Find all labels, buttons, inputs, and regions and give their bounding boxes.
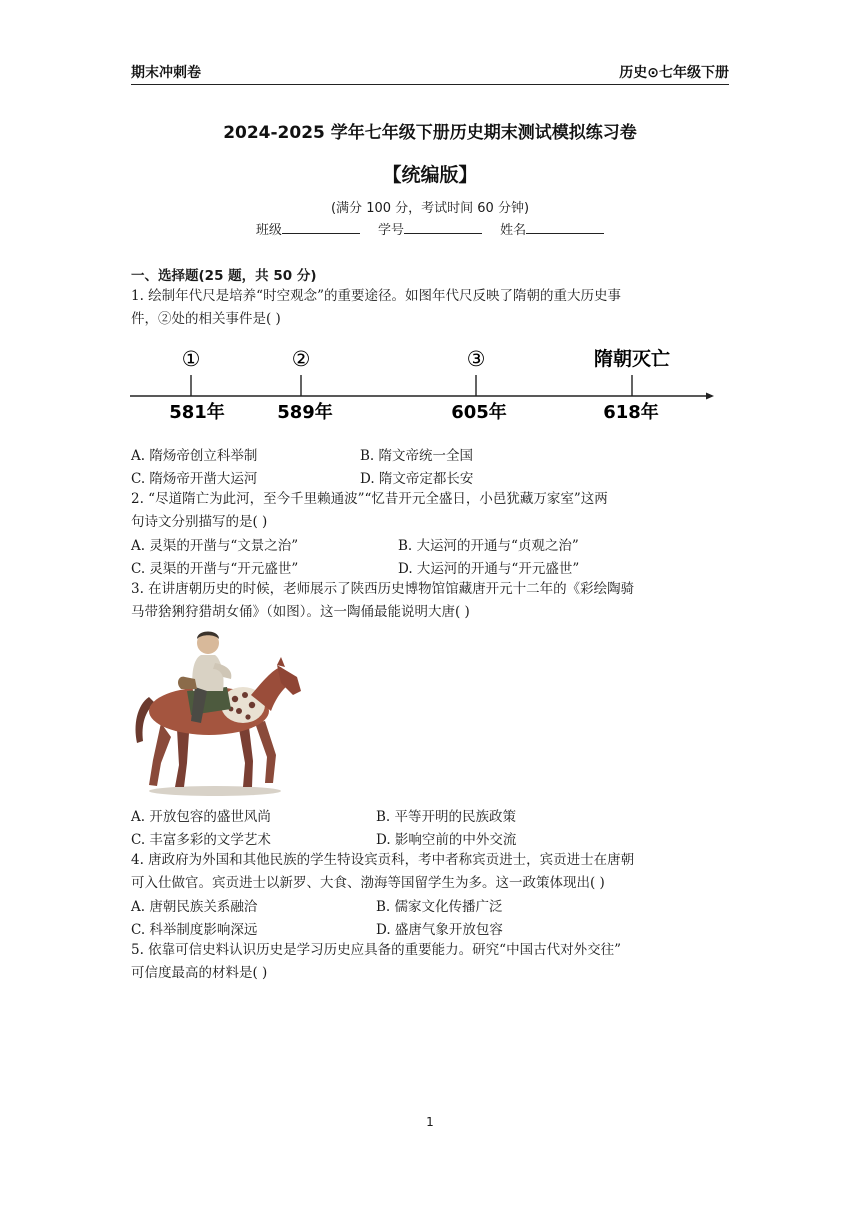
- page-title: 2024-2025 学年七年级下册历史期末测试模拟练习卷: [223, 123, 637, 143]
- question-2-stem: [131, 488, 731, 533]
- q4-option-a[interactable]: A. 唐朝民族关系融洽: [131, 899, 258, 915]
- q1-option-d[interactable]: D. 隋文帝定都长安: [360, 471, 474, 487]
- q5-line1: 5. 依靠可信史料认识历史是学习历史应具备的重要能力。研究“中国古代对外交往”: [131, 942, 621, 958]
- edition-subtitle: 【统编版】: [382, 164, 478, 186]
- timeline-diagram: [128, 340, 720, 430]
- q3-line1: 3. 在讲唐朝历史的时候，老师展示了陕西历史博物馆馆藏唐开元十二年的《彩绘陶骑: [131, 581, 635, 597]
- q4-option-c[interactable]: C. 科举制度影响深远: [131, 922, 258, 938]
- front-leg-right: [255, 721, 276, 783]
- exam-note: (满分 100 分，考试时间 60 分钟): [330, 201, 530, 216]
- tang-horse-rider-figurine-image: [131, 625, 303, 801]
- question-3-stem: [131, 578, 731, 623]
- hind-leg-right: [175, 729, 189, 787]
- year-581: 581年: [169, 402, 225, 423]
- year-618: 618年: [603, 402, 659, 423]
- figure-shadow: [149, 786, 281, 796]
- marker-2: ②: [291, 347, 311, 371]
- rider-torso: [192, 655, 223, 691]
- q3-option-c[interactable]: C. 丰富多彩的文学艺术: [131, 832, 271, 848]
- q3-line2: 马带猞猁狩猎胡女俑》（如图）。这一陶俑最能说明大唐( ): [131, 603, 470, 620]
- q1-option-a[interactable]: A. 隋炀帝创立科举制: [131, 448, 258, 464]
- name-blank[interactable]: [526, 221, 604, 234]
- q2-option-c[interactable]: C. 灵渠的开凿与“开元盛世”: [131, 561, 299, 577]
- header-divider: [131, 84, 729, 85]
- q1-option-c[interactable]: C. 隋炀帝开凿大运河: [131, 471, 258, 487]
- q3-option-d[interactable]: D. 影响空前的中外交流: [376, 832, 517, 848]
- header-left: 期末冲刺卷: [131, 65, 201, 81]
- header-right: 历史⊙七年级下册: [619, 65, 729, 81]
- front-leg-left: [239, 727, 253, 787]
- number-blank[interactable]: [404, 221, 482, 234]
- horse-ear: [277, 657, 285, 667]
- q4-line1: 4. 唐政府为外国和其他民族的学生特设宾贡科，考中者称宾贡进士，宾贡进士在唐朝: [131, 852, 635, 868]
- hind-leg-left: [149, 723, 171, 786]
- class-label: 班级: [255, 223, 282, 238]
- q4-line2: 可入仕做官。宾贡进士以新罗、大食、渤海等国留学生为多。这一政策体现出( ): [131, 874, 605, 891]
- marker-3: ③: [466, 347, 486, 371]
- year-605: 605年: [451, 402, 507, 423]
- question-5-stem: [131, 939, 731, 984]
- q2-line2: 句诗文分别描写的是( ): [131, 513, 268, 530]
- student-info-fields: [131, 219, 729, 238]
- question-4-stem: [131, 849, 731, 894]
- marker-1: ①: [181, 347, 201, 371]
- marker-sui-fall: 隋朝灭亡: [593, 348, 671, 370]
- q1-line1: 1. 绘制年代尺是培养“时空观念”的重要途径。如图年代尺反映了隋朝的重大历史事: [131, 288, 621, 304]
- q2-line1: 2. “尽道隋亡为此河，至今千里赖通波”“忆昔开元全盛日，小邑犹藏万家室”这两: [131, 491, 608, 507]
- question-1-stem: [131, 285, 731, 330]
- class-blank[interactable]: [282, 221, 360, 234]
- q4-option-d[interactable]: D. 盛唐气象开放包容: [376, 922, 503, 938]
- section-title: 一、选择题(25 题，共 50 分): [131, 268, 317, 284]
- q2-option-b[interactable]: B. 大运河的开通与“贞观之治”: [398, 538, 579, 554]
- q2-option-d[interactable]: D. 大运河的开通与“开元盛世”: [398, 561, 580, 577]
- q5-line2: 可信度最高的材料是( ): [131, 964, 268, 981]
- q3-option-b[interactable]: B. 平等开明的民族政策: [376, 809, 517, 825]
- name-label: 姓名: [500, 223, 527, 238]
- q4-option-b[interactable]: B. 儒家文化传播广泛: [376, 899, 503, 915]
- q2-option-a[interactable]: A. 灵渠的开凿与“文景之治”: [131, 538, 299, 554]
- q3-option-a[interactable]: A. 开放包容的盛世风尚: [131, 809, 271, 825]
- page-number: 1: [426, 1115, 434, 1129]
- number-label: 学号: [377, 223, 404, 238]
- timeline-arrow: [706, 393, 714, 400]
- q1-option-b[interactable]: B. 隋文帝统一全国: [360, 448, 474, 464]
- year-589: 589年: [277, 402, 333, 423]
- q1-line2: 件，②处的相关事件是( ): [131, 310, 281, 327]
